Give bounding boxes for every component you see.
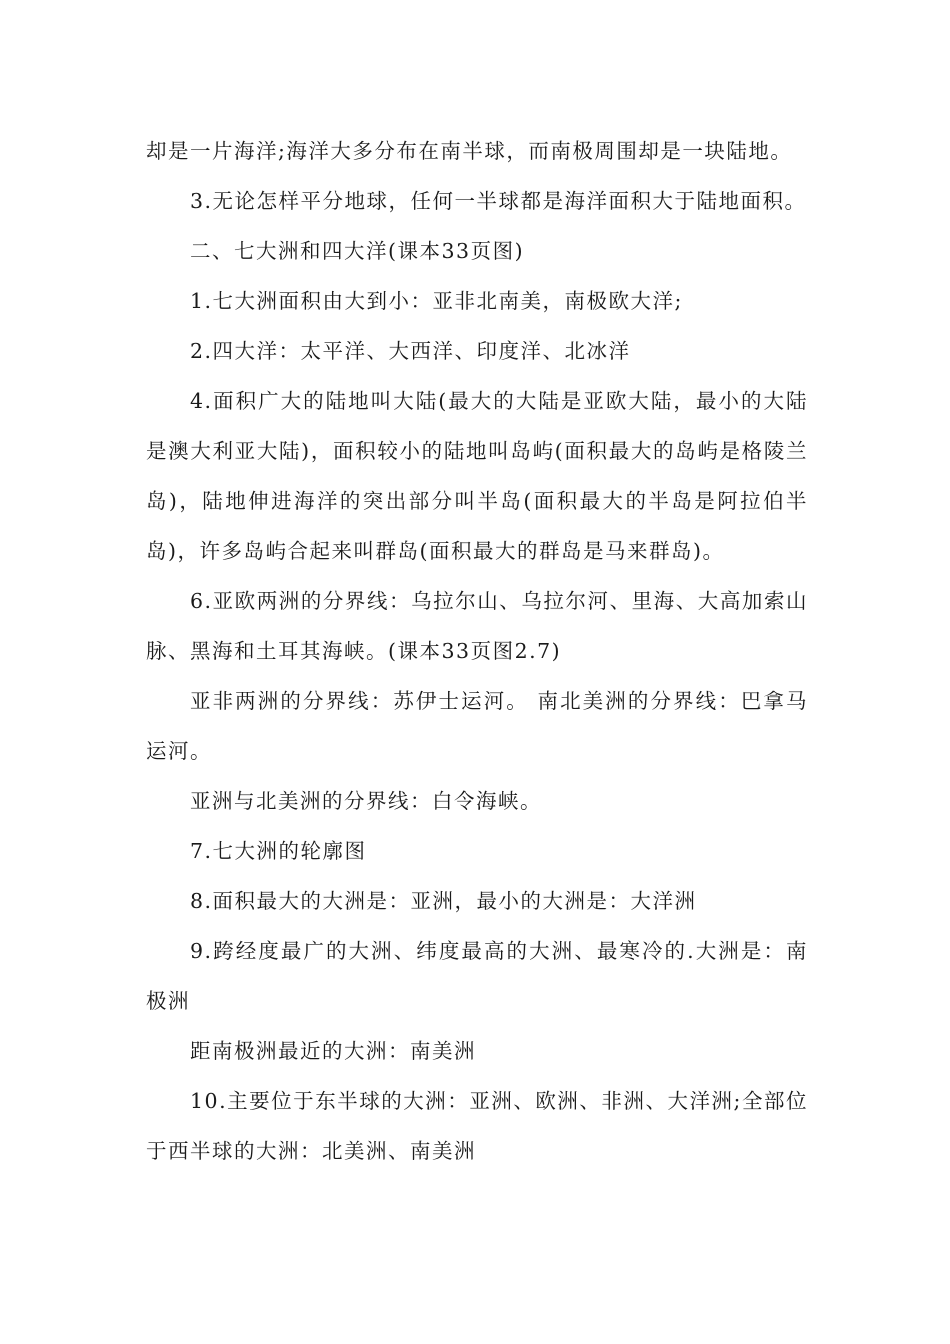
paragraph-item-7-continent-outlines: 7.七大洲的轮廓图 [190,839,367,863]
document-body [146,126,808,1176]
paragraph-closest-to-antarctica: 距南极洲最近的大洲：南美洲 [190,1039,476,1063]
paragraph-item-1-continent-areas: 1.七大洲面积由大到小：亚非北南美，南极欧大洋; [190,289,683,313]
section-heading-continents-oceans: 二、七大洲和四大洋(课本33页图) [190,239,525,263]
paragraph-item-8-largest-smallest: 8.面积最大的大洲是：亚洲，最小的大洲是：大洋洲 [190,889,697,913]
paragraph-item-3-hemispheres: 3.无论怎样平分地球，任何一半球都是海洋面积大于陆地面积。 [190,189,807,213]
paragraph-item-6-asia-europe-boundary: 6.亚欧两洲的分界线：乌拉尔山、乌拉尔河、里海、大高加索山脉、黑海和土耳其海峡。(课本33页图2.7) [146,589,808,663]
paragraph-item-2-four-oceans: 2.四大洋：太平洋、大西洋、印度洋、北冰洋 [190,339,631,363]
paragraph-ocean-distribution: 却是一片海洋;海洋大多分布在南半球，而南极周围却是一块陆地。 [146,139,793,163]
paragraph-item-10-hemispheres: 10.主要位于东半球的大洲：亚洲、欧洲、非洲、大洋洲;全部位于西半球的大洲：北美洲、南美洲 [146,1089,808,1163]
paragraph-item-9-antarctica: 9.跨经度最广的大洲、纬度最高的大洲、最寒冷的.大洲是：南极洲 [146,939,808,1013]
paragraph-item-4-landforms: 4.面积广大的陆地叫大陆(最大的大陆是亚欧大陆，最小的大陆是澳大利亚大陆)，面积较小的陆地叫岛屿(面积最大的岛屿是格陵兰岛)，陆地伸进海洋的突出部分叫半岛(面积最大的半岛是阿拉伯半岛)，许多岛屿合起来叫群岛(面积最大的群岛是马来群岛)。 [146,389,808,563]
paragraph-asia-africa-boundary: 亚非两洲的分界线：苏伊士运河。 南北美洲的分界线：巴拿马运河。 [146,689,808,763]
paragraph-asia-north-america-boundary: 亚洲与北美洲的分界线：白令海峡。 [190,789,542,813]
